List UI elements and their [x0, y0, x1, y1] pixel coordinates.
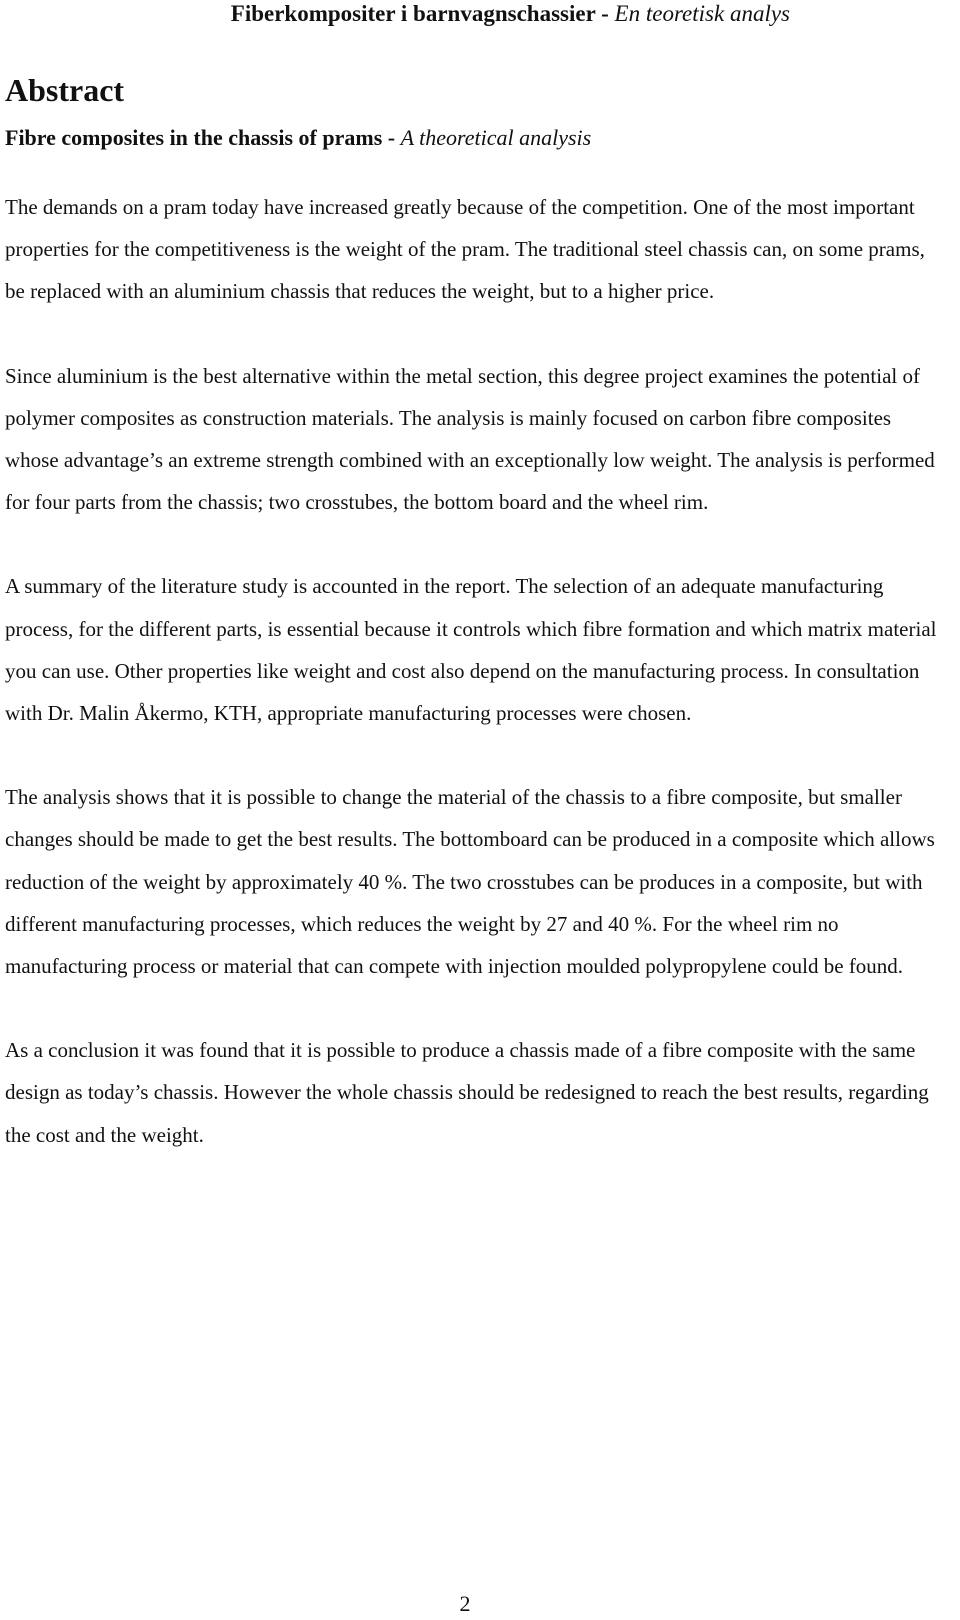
page-number: 2: [459, 1591, 471, 1616]
abstract-paragraph-4: The analysis shows that it is possible to change the material of the chassis to a fibre composite, but smaller changes should be made to get the best results. The bottomboard can be produced in a composite which allows reduction of the weight by approximately 40 %. The two crosstubes can be produces in a composite, but with different manufacturing processes, which reduces the weight by 27 and 40 %. For the wheel rim no manufacturing process or material that can compete with injection moulded polypropylene could be found.: [5, 785, 935, 979]
running-header-title: Fiberkompositer i barnvagnschassier -: [230, 1, 615, 26]
english-title-main: Fibre composites in the chassis of prams -: [5, 125, 401, 150]
abstract-heading: Abstract: [5, 72, 125, 108]
english-title: [5, 124, 940, 152]
running-header: [0, 0, 960, 40]
abstract-paragraph-5: As a conclusion it was found that it is possible to produce a chassis made of a fibre composite with the same design as today’s chassis. However the whole chassis should be redesigned to reach the best results, regarding the cost and the weight.: [5, 1038, 929, 1147]
english-title-subtitle: A theoretical analysis: [400, 125, 592, 150]
page-body: [5, 70, 940, 1156]
abstract-paragraph-1: The demands on a pram today have increased greatly because of the competition. One of the most important properties for the competitiveness is the weight of the pram. The traditional steel chassis can, on some prams, be replaced with an aluminium chassis that reduces the weight, but to a higher price.: [5, 195, 925, 304]
running-header-subtitle: En teoretisk analys: [614, 1, 790, 26]
abstract-paragraph-3: A summary of the literature study is accounted in the report. The selection of an adequate manufacturing process, for the different parts, is essential because it controls which fibre formation and which matrix material you can use. Other properties like weight and cost also depend on the manufacturing process. In consultation with Dr. Malin Åkermo, KTH, appropriate manufacturing processes were chosen.: [5, 574, 937, 726]
abstract-paragraph-2: Since aluminium is the best alternative within the metal section, this degree project examines the potential of polymer composites as construction materials. The analysis is mainly focused on carbon fibre composites whose advantage’s an extreme strength combined with an exceptionally low weight. The analysis is performed for four parts from the chassis; two crosstubes, the bottom board and the wheel rim.: [5, 363, 935, 515]
